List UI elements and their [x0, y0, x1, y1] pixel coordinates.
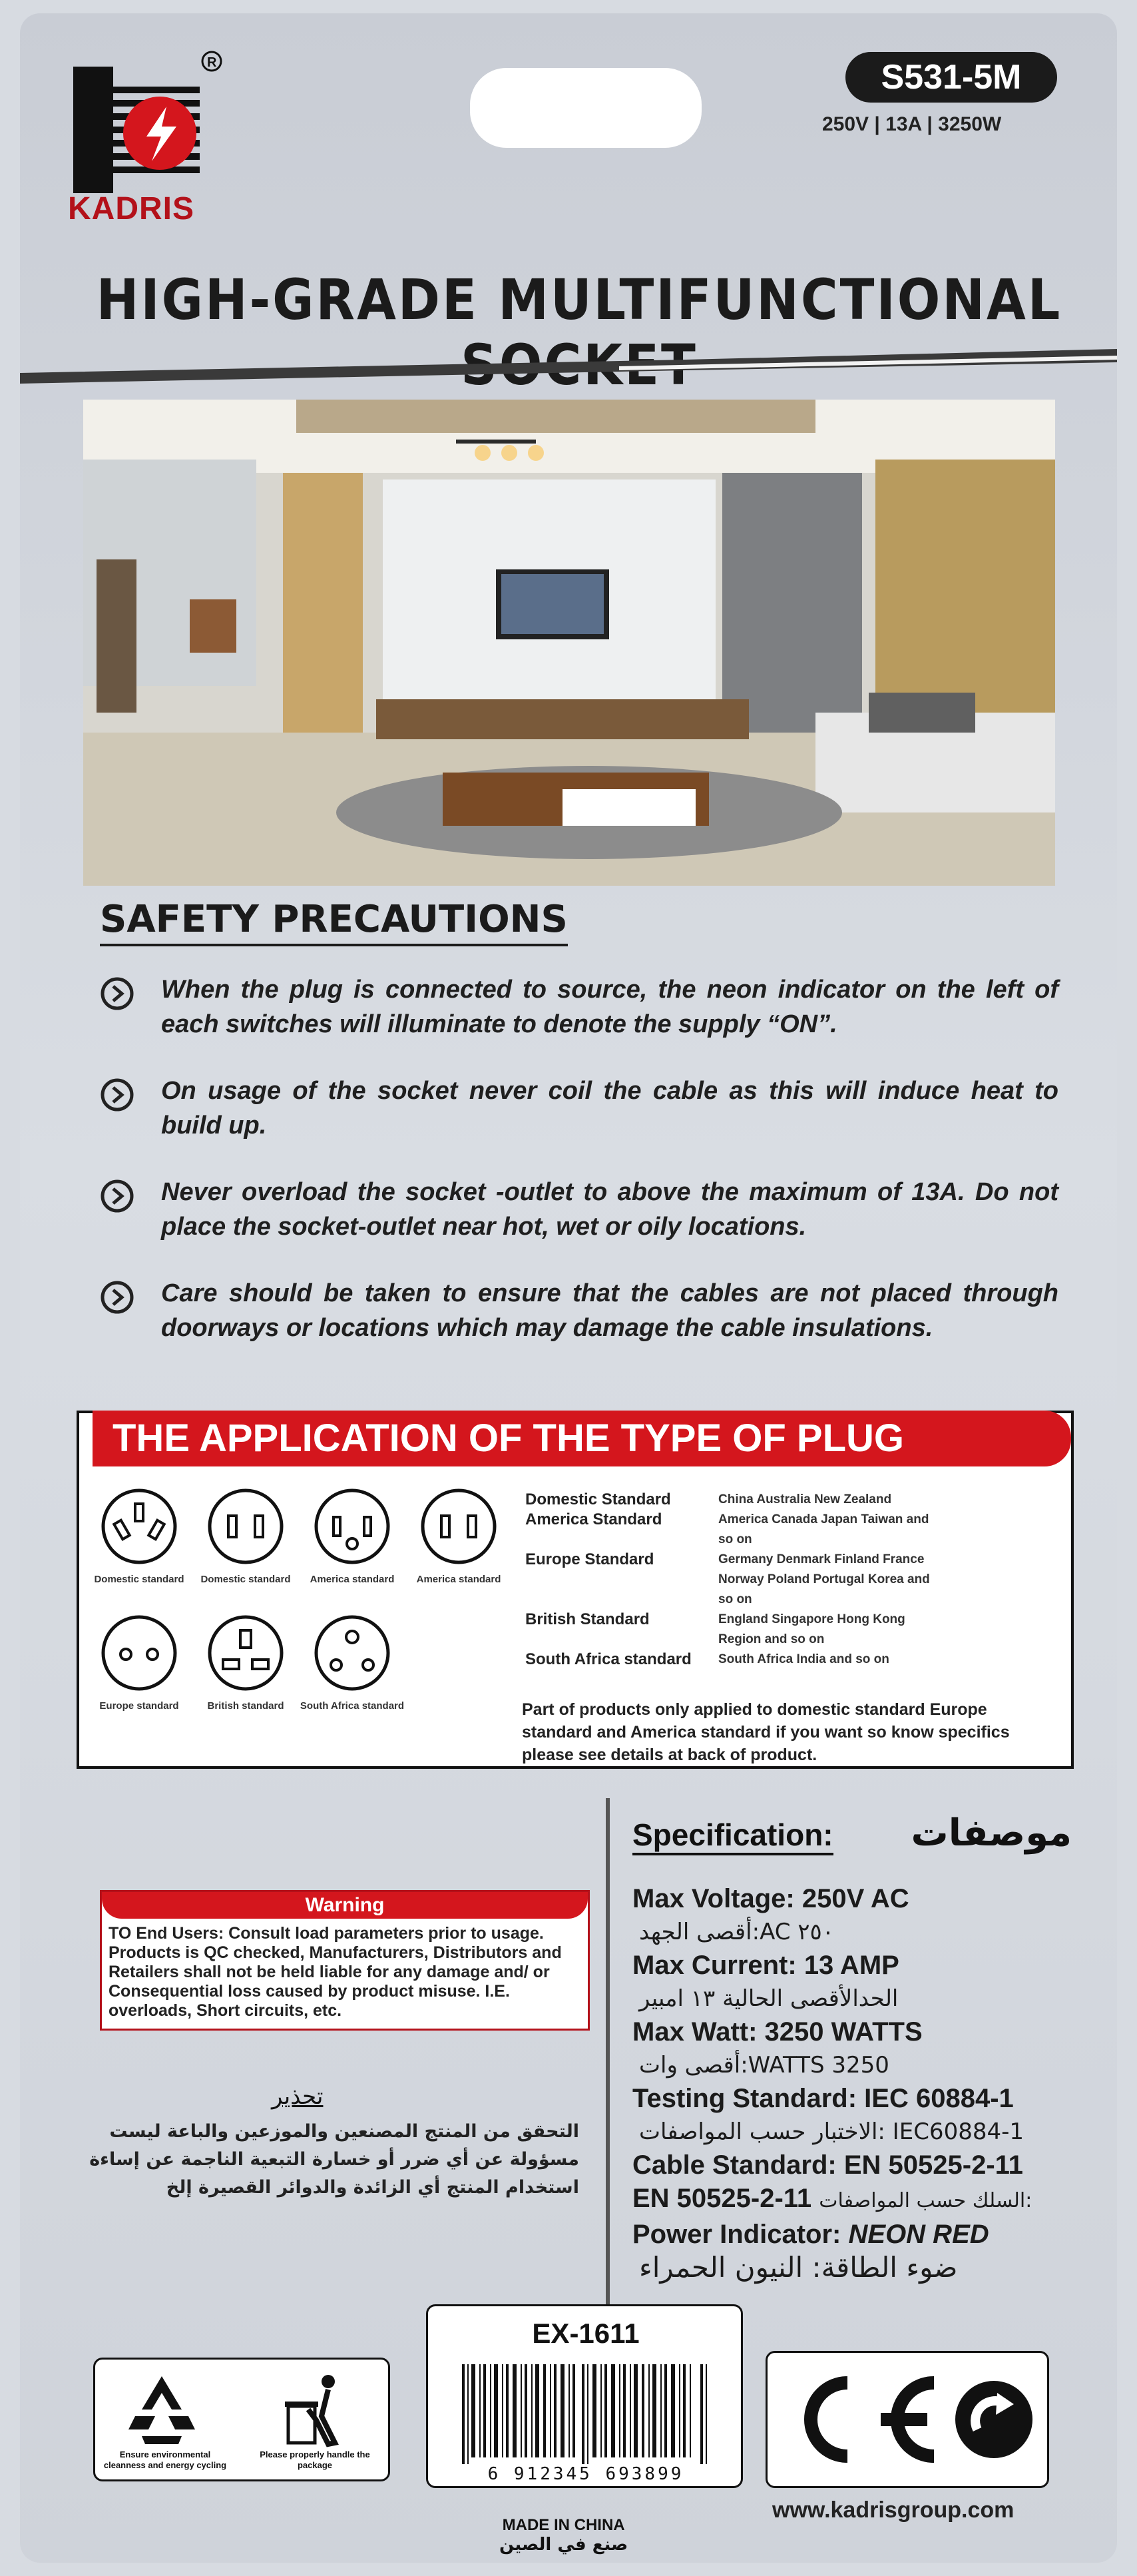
- rating-line: 250V | 13A | 3250W: [822, 113, 1002, 135]
- ce-mark-icon: [781, 2366, 954, 2473]
- safety-text: Never overload the socket -outlet to above the maximum of 13A. Do not place the socket-outlet near hot, wet or oily locations.: [161, 1178, 1058, 1241]
- table-row: [525, 1650, 1058, 1670]
- standard-name: British Standard: [525, 1610, 650, 1628]
- warning-box: [100, 1890, 590, 2031]
- arrow-circle-icon: [100, 976, 134, 1011]
- eco-icons-box: [93, 2358, 390, 2481]
- plug-cell: [299, 1613, 405, 1712]
- plug-icon-grid: [86, 1486, 519, 1740]
- bin-caption: Please properly handle the package: [260, 2449, 370, 2470]
- recycling-arrow-icon: [951, 2376, 1037, 2463]
- standard-countries: England Singapore Hong Kong Region and so on: [718, 1612, 905, 1646]
- america-plug-icon: [312, 1486, 392, 1566]
- table-row: [525, 1510, 1058, 1550]
- safety-text: Care should be taken to ensure that the cables are not placed through doorways or locations which may damage the cable insulations.: [161, 1279, 1058, 1342]
- safety-text: On usage of the socket never coil the cable as this will induce heat to build up.: [161, 1077, 1058, 1139]
- spec-divider: [606, 1798, 610, 2384]
- plug-caption: Europe standard: [99, 1700, 179, 1712]
- south-africa-plug-icon: [312, 1613, 392, 1693]
- model-badge: S531-5M: [845, 52, 1057, 103]
- table-row: [525, 1490, 1058, 1510]
- list-item: [100, 1276, 1058, 1345]
- warning-title: Warning: [102, 1892, 588, 1919]
- recycle-icon: [115, 2370, 208, 2449]
- website-link[interactable]: www.kadrisgroup.com: [772, 2497, 1015, 2523]
- brand-name: KADRIS: [68, 191, 195, 226]
- spec-cable-ar-label: السلك حسب المواصفات:: [819, 2189, 1032, 2212]
- rating-current: 13A: [885, 113, 922, 135]
- hang-hole: [470, 68, 702, 148]
- barcode-number: 6 912345 693899: [487, 2464, 684, 2484]
- made-in-ar: صنع في الصين: [499, 2535, 628, 2555]
- domestic-plug-icon: [206, 1486, 286, 1566]
- arrow-circle-icon: [100, 1078, 134, 1112]
- british-plug-icon: [206, 1613, 286, 1693]
- spec-testing-ar: الاختبار حسب المواصفات: IEC60884-1: [639, 2118, 1024, 2145]
- plug-cell: [192, 1486, 299, 1585]
- living-room-photo: [83, 400, 1055, 886]
- product-title: HIGH-GRADE MULTIFUNCTIONAL: [96, 267, 1062, 332]
- plug-application-title: THE APPLICATION OF THE TYPE OF PLUG: [93, 1411, 1071, 1466]
- plug-cell: [299, 1486, 405, 1585]
- spec-current-ar: الحدالأقصى الحالية ١٣ امبير: [639, 1985, 899, 2012]
- spec-watt-ar: أقصى وات:WATTS 3250: [639, 2052, 889, 2079]
- svg-text:R: R: [207, 55, 217, 70]
- list-item: [100, 1175, 1058, 1244]
- rating-wattage: 3250W: [938, 113, 1002, 135]
- list-item: [100, 1074, 1058, 1143]
- spec-power-label: Power Indicator:: [632, 2220, 849, 2249]
- plug-caption: British standard: [207, 1700, 284, 1712]
- plug-caption: America standard: [310, 1574, 395, 1585]
- packaging-card: [20, 13, 1117, 2563]
- spec-lines: [632, 1882, 1072, 2284]
- standard-name: Europe Standard: [525, 1550, 654, 1568]
- arabic-warning-title: تحذير: [272, 2083, 324, 2110]
- standard-name: Domestic Standard: [525, 1490, 671, 1508]
- recycle-caption: Ensure environmental cleanness and energy cycling: [103, 2449, 227, 2470]
- spec-cable: [632, 2148, 1072, 2182]
- barcode-icon: [459, 2364, 712, 2464]
- spec-cable-ar-value: EN 50525-2-11: [632, 2184, 812, 2213]
- plug-caption: America standard: [416, 1574, 501, 1585]
- spec-power-ar: ضوء الطاقة: النيون الحمراء: [639, 2251, 958, 2284]
- standards-table: [525, 1490, 1058, 1670]
- spec-title-ar: موصفات: [911, 1811, 1072, 1855]
- made-in-en: MADE IN CHINA: [502, 2516, 625, 2534]
- standard-countries: South Africa India and so on: [718, 1652, 889, 1666]
- spec-watt: Max Watt: 3250 WATTS: [632, 2017, 923, 2047]
- spec-power: [632, 2218, 1072, 2251]
- spec-power-value: NEON RED: [848, 2220, 989, 2249]
- plug-cell: [192, 1613, 299, 1712]
- list-item: [100, 972, 1058, 1042]
- plug-caption: South Africa standard: [300, 1700, 405, 1712]
- warning-text: TO End Users: Consult load parameters prior to usage. Products is QC checked, Manufacturers, Distributors and Retailers shall not be held liable for any damage and/ or Consequential loss caused by product misuse. I.E. overloads, Short circuits, etc.: [109, 1924, 562, 2020]
- spec-title: [632, 1811, 1072, 1855]
- safety-text: When the plug is connected to source, the neon indicator on the left of each switches will illuminate to denote the supply “ON”.: [161, 976, 1058, 1038]
- arrow-circle-icon: [100, 1280, 134, 1315]
- spec-voltage: Max Voltage: 250V AC: [632, 1884, 909, 1913]
- rating-voltage: 250V: [822, 113, 869, 135]
- plug-caption: Domestic standard: [200, 1574, 291, 1585]
- standard-countries: Germany Denmark Finland France Norway Poland Portugal Korea and so on: [718, 1552, 930, 1606]
- specification-panel: [632, 1811, 1072, 2284]
- arabic-warning-text: التحقق من المنتج المصنعين والموزعين والباعة ليست مسؤولة عن أي ضرر أو خسارة التبعية الناجمة عن إساءة استخدام المنتج أي الزائدة والدوائر القصيرة إلخ: [89, 2121, 579, 2198]
- plug-cell: [405, 1486, 512, 1585]
- plug-caption: Domestic standard: [94, 1574, 184, 1585]
- spec-cable-label: Cable Standard:: [632, 2150, 844, 2180]
- plug-note: Part of products only applied to domestic standard Europe standard and America standard if you want so know specifics please see details at back of product.: [522, 1700, 1010, 1764]
- spec-testing: Testing Standard: IEC 60884-1: [632, 2084, 1014, 2113]
- standard-countries: China Australia New Zealand: [718, 1492, 892, 1506]
- ex-code: EX-1611: [532, 2318, 640, 2349]
- certification-box: [766, 2351, 1049, 2488]
- table-row: [525, 1550, 1058, 1610]
- standard-countries: America Canada Japan Taiwan and so on: [718, 1512, 929, 1546]
- plug-cell: [86, 1613, 192, 1712]
- trash-bin-icon: [275, 2370, 355, 2449]
- arrow-circle-icon: [100, 1179, 134, 1213]
- plug-cell: [86, 1486, 192, 1585]
- america-plug-icon: [419, 1486, 499, 1566]
- title-divider: [20, 346, 1117, 386]
- plug-application-panel: [77, 1411, 1074, 1769]
- spec-title-en: Specification:: [632, 1817, 833, 1855]
- spec-cable-ar: [632, 2182, 1072, 2218]
- spec-voltage-ar: أقصى الجهد:AC ٢٥٠: [639, 1919, 835, 1945]
- safety-heading: SAFETY PRECAUTIONS: [100, 898, 568, 946]
- standard-name: South Africa standard: [525, 1650, 692, 1668]
- europe-plug-icon: [99, 1613, 179, 1693]
- standard-name: America Standard: [525, 1510, 662, 1528]
- table-row: [525, 1610, 1058, 1650]
- safety-list: [100, 972, 1058, 1377]
- made-in-label: [499, 2516, 628, 2555]
- spec-current: Max Current: 13 AMP: [632, 1951, 899, 1980]
- spec-cable-value: EN 50525-2-11: [843, 2150, 1023, 2180]
- domestic-plug-icon: [99, 1486, 179, 1566]
